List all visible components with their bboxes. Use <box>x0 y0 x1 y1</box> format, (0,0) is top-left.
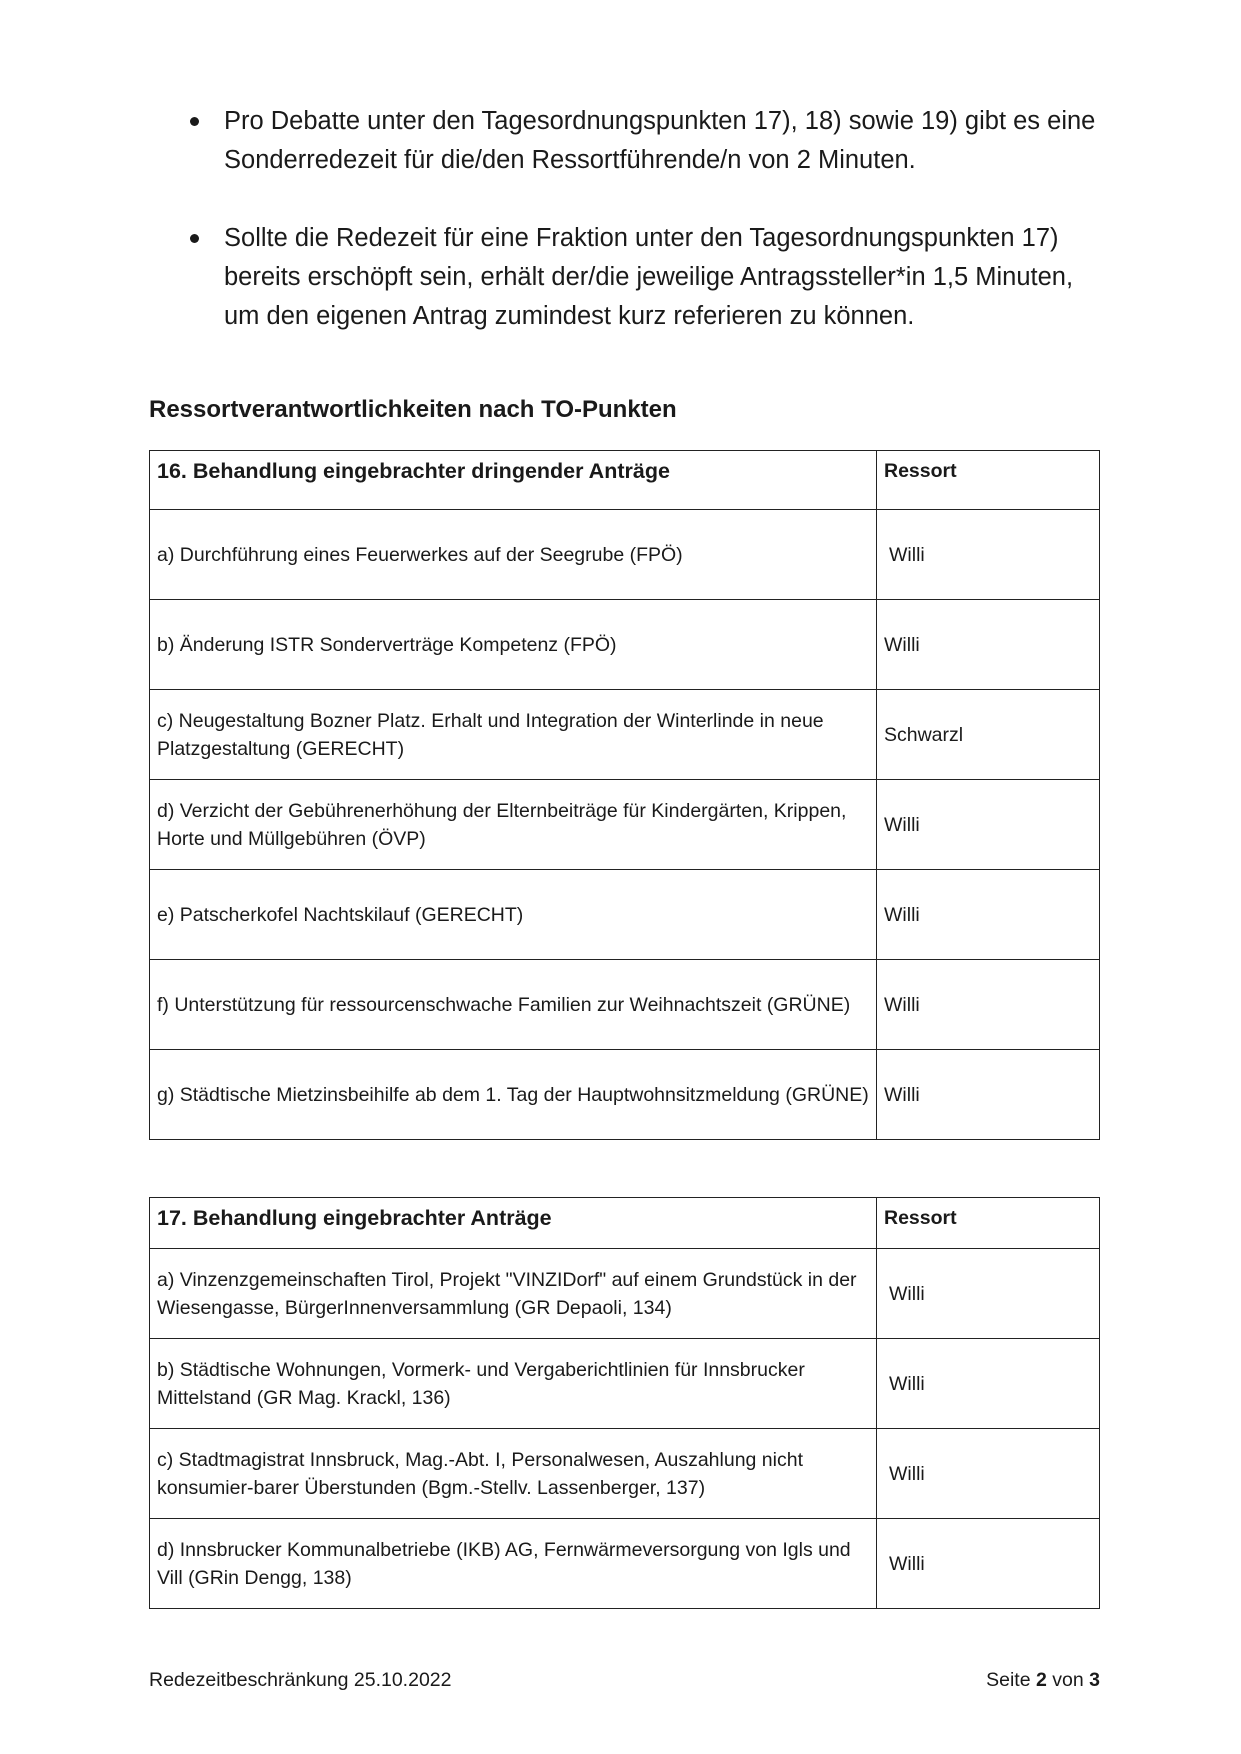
ressort-cell: Willi <box>877 1429 1100 1519</box>
bullet-item <box>186 219 1106 336</box>
page-of-label: von <box>1052 1669 1084 1691</box>
item-cell: c) Neugestaltung Bozner Platz. Erhalt und Integration der Winterlinde in neue Platzgestaltung (GERECHT) <box>150 690 877 780</box>
table-row <box>150 1519 1100 1609</box>
bullet-text: Pro Debatte unter den Tagesordnungspunkten 17), 18) sowie 19) gibt es eine Sonderredezeit für die/den Ressortführende/n von 2 Minuten. <box>224 107 1096 174</box>
ressort-header: Ressort <box>877 451 1100 510</box>
table-row <box>150 690 1100 780</box>
footer-page-number <box>986 1669 1100 1692</box>
ressort-cell: Willi <box>877 1339 1100 1429</box>
table-title: 16. Behandlung eingebrachter dringender Anträge <box>150 451 877 510</box>
table-row <box>150 780 1100 870</box>
bullet-text: Sollte die Redezeit für eine Fraktion unter den Tagesordnungspunkten 17) bereits erschöpft sein, erhält der/die jeweilige Antragssteller*in 1,5 Minuten, um den eigenen Antrag zumindest kurz referieren zu können. <box>224 224 1074 330</box>
item-cell: d) Verzicht der Gebührenerhöhung der Elternbeiträge für Kindergärten, Krippen, Horte und Müllgebühren (ÖVP) <box>150 780 877 870</box>
ressort-cell: Willi <box>877 1519 1100 1609</box>
item-cell: g) Städtische Mietzinsbeihilfe ab dem 1. Tag der Hauptwohnsitzmeldung (GRÜNE) <box>150 1050 877 1140</box>
ressort-cell: Willi <box>877 960 1100 1050</box>
item-cell: b) Städtische Wohnungen, Vormerk- und Vergaberichtlinien für Innsbrucker Mittelstand (GR Mag. Krackl, 136) <box>150 1339 877 1429</box>
page-current: 2 <box>1035 1669 1047 1691</box>
item-cell: b) Änderung ISTR Sonderverträge Kompetenz (FPÖ) <box>150 600 877 690</box>
item-cell: c) Stadtmagistrat Innsbruck, Mag.-Abt. I, Personalwesen, Auszahlung nicht konsumier-barer Überstunden (Bgm.-Stellv. Lassenberger, 137) <box>150 1429 877 1519</box>
ressort-cell: Willi <box>877 510 1100 600</box>
ressort-cell: Willi <box>877 1050 1100 1140</box>
table-row <box>150 1249 1100 1339</box>
ressort-cell: Willi <box>877 600 1100 690</box>
item-cell: d) Innsbrucker Kommunalbetriebe (IKB) AG, Fernwärmeversorgung von Igls und Vill (GRin Dengg, 138) <box>150 1519 877 1609</box>
table-row <box>150 1429 1100 1519</box>
table-row <box>150 600 1100 690</box>
bullet-dot-icon <box>190 117 199 126</box>
table-row <box>150 870 1100 960</box>
item-cell: a) Vinzenzgemeinschaften Tirol, Projekt "VINZIDorf" auf einem Grundstück in der Wiesengasse, BürgerInnenversammlung (GR Depaoli, 134) <box>150 1249 877 1339</box>
footer-document-title: Redezeitbeschränkung 25.10.2022 <box>149 1669 452 1691</box>
ressort-cell: Schwarzl <box>877 690 1100 780</box>
ressort-cell: Willi <box>877 780 1100 870</box>
item-cell: e) Patscherkofel Nachtskilauf (GERECHT) <box>150 870 877 960</box>
table-title: 17. Behandlung eingebrachter Anträge <box>150 1198 877 1249</box>
table-17-antraege <box>149 1197 1100 1609</box>
section-title: Ressortverantwortlichkeiten nach TO-Punkten <box>149 396 677 423</box>
item-cell: a) Durchführung eines Feuerwerkes auf der Seegrube (FPÖ) <box>150 510 877 600</box>
table-row <box>150 510 1100 600</box>
bullet-dot-icon <box>190 234 199 243</box>
bullet-list <box>186 102 1106 375</box>
table-row <box>150 1050 1100 1140</box>
page-total: 3 <box>1089 1669 1100 1691</box>
item-cell: f) Unterstützung für ressourcenschwache Familien zur Weihnachtszeit (GRÜNE) <box>150 960 877 1050</box>
table-row <box>150 960 1100 1050</box>
ressort-header: Ressort <box>877 1198 1100 1249</box>
ressort-cell: Willi <box>877 870 1100 960</box>
page-label: Seite <box>986 1669 1031 1691</box>
table-16-dringende-antraege <box>149 450 1100 1140</box>
table-header-row <box>150 451 1100 510</box>
ressort-cell: Willi <box>877 1249 1100 1339</box>
table-row <box>150 1339 1100 1429</box>
bullet-item <box>186 102 1106 180</box>
table-header-row <box>150 1198 1100 1249</box>
